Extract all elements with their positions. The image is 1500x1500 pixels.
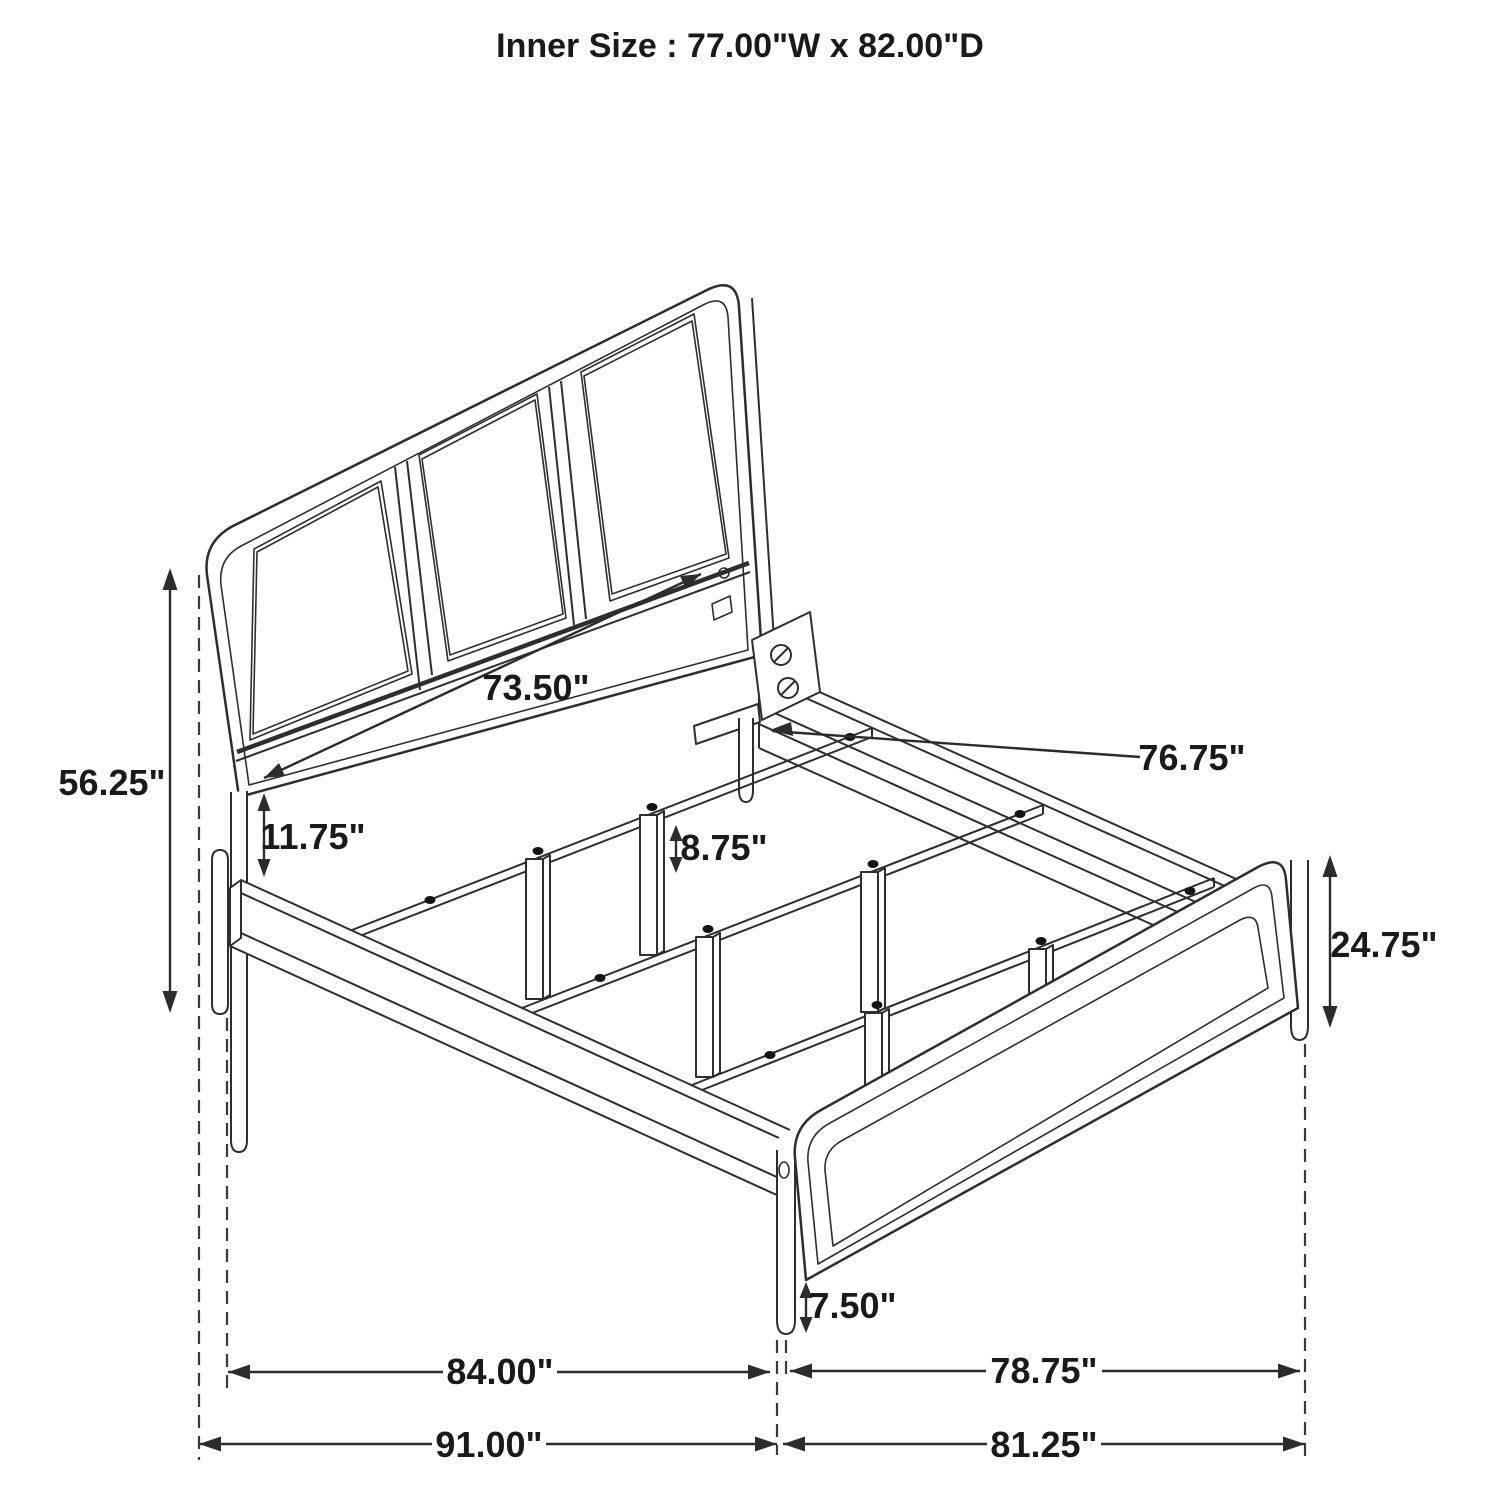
headboard-front-left-leg xyxy=(231,791,247,1152)
page-title: Inner Size : 77.00"W x 82.00"D xyxy=(496,27,984,65)
inner-length-label: 84.00" xyxy=(446,1351,554,1392)
headboard-legs xyxy=(212,791,247,1152)
slat-leg xyxy=(861,868,885,1012)
inner-width-label: 78.75" xyxy=(990,1350,1098,1391)
headboard-width-label: 73.50" xyxy=(482,667,590,708)
dim-overall-width xyxy=(783,1422,1305,1465)
slat-leg xyxy=(696,933,720,1077)
bracket-screw-1 xyxy=(771,645,791,665)
panel-to-rail-label: 11.75" xyxy=(260,816,366,857)
overall-width-label: 81.25" xyxy=(990,1424,1098,1465)
overall-length-label: 91.00" xyxy=(435,1424,543,1465)
rail-end-cap xyxy=(230,880,241,946)
dim-inner-width xyxy=(790,1349,1300,1391)
headboard-height-label: 56.25" xyxy=(58,762,166,803)
dim-slat-leg-height xyxy=(670,825,768,873)
slat-leg xyxy=(526,855,550,999)
bracket-rear-leg xyxy=(739,718,753,802)
headboard-rear-left-leg xyxy=(212,850,228,1014)
dim-footboard-height xyxy=(1323,855,1438,1028)
dim-slat-length xyxy=(770,722,1246,778)
headboard-frame xyxy=(207,285,762,797)
footboard-leg-height-label: 7.50" xyxy=(809,1285,897,1326)
dim-inner-length xyxy=(228,1350,770,1392)
dim-overall-length xyxy=(199,1422,777,1465)
footboard xyxy=(777,860,1308,1334)
slat-leg-height-label: 8.75" xyxy=(680,827,768,868)
slat-length-label: 76.75" xyxy=(1138,737,1246,778)
dim-headboard-height xyxy=(58,568,177,1013)
dim-panel-to-rail xyxy=(258,793,366,877)
headboard xyxy=(207,285,774,797)
bracket-screw-2 xyxy=(778,678,798,698)
dim-footboard-leg-height xyxy=(800,1282,897,1333)
support-slat-1 xyxy=(352,728,872,999)
footboard-height-label: 24.75" xyxy=(1330,924,1438,965)
bracket-plate xyxy=(752,612,820,720)
slat-leg xyxy=(640,811,664,955)
